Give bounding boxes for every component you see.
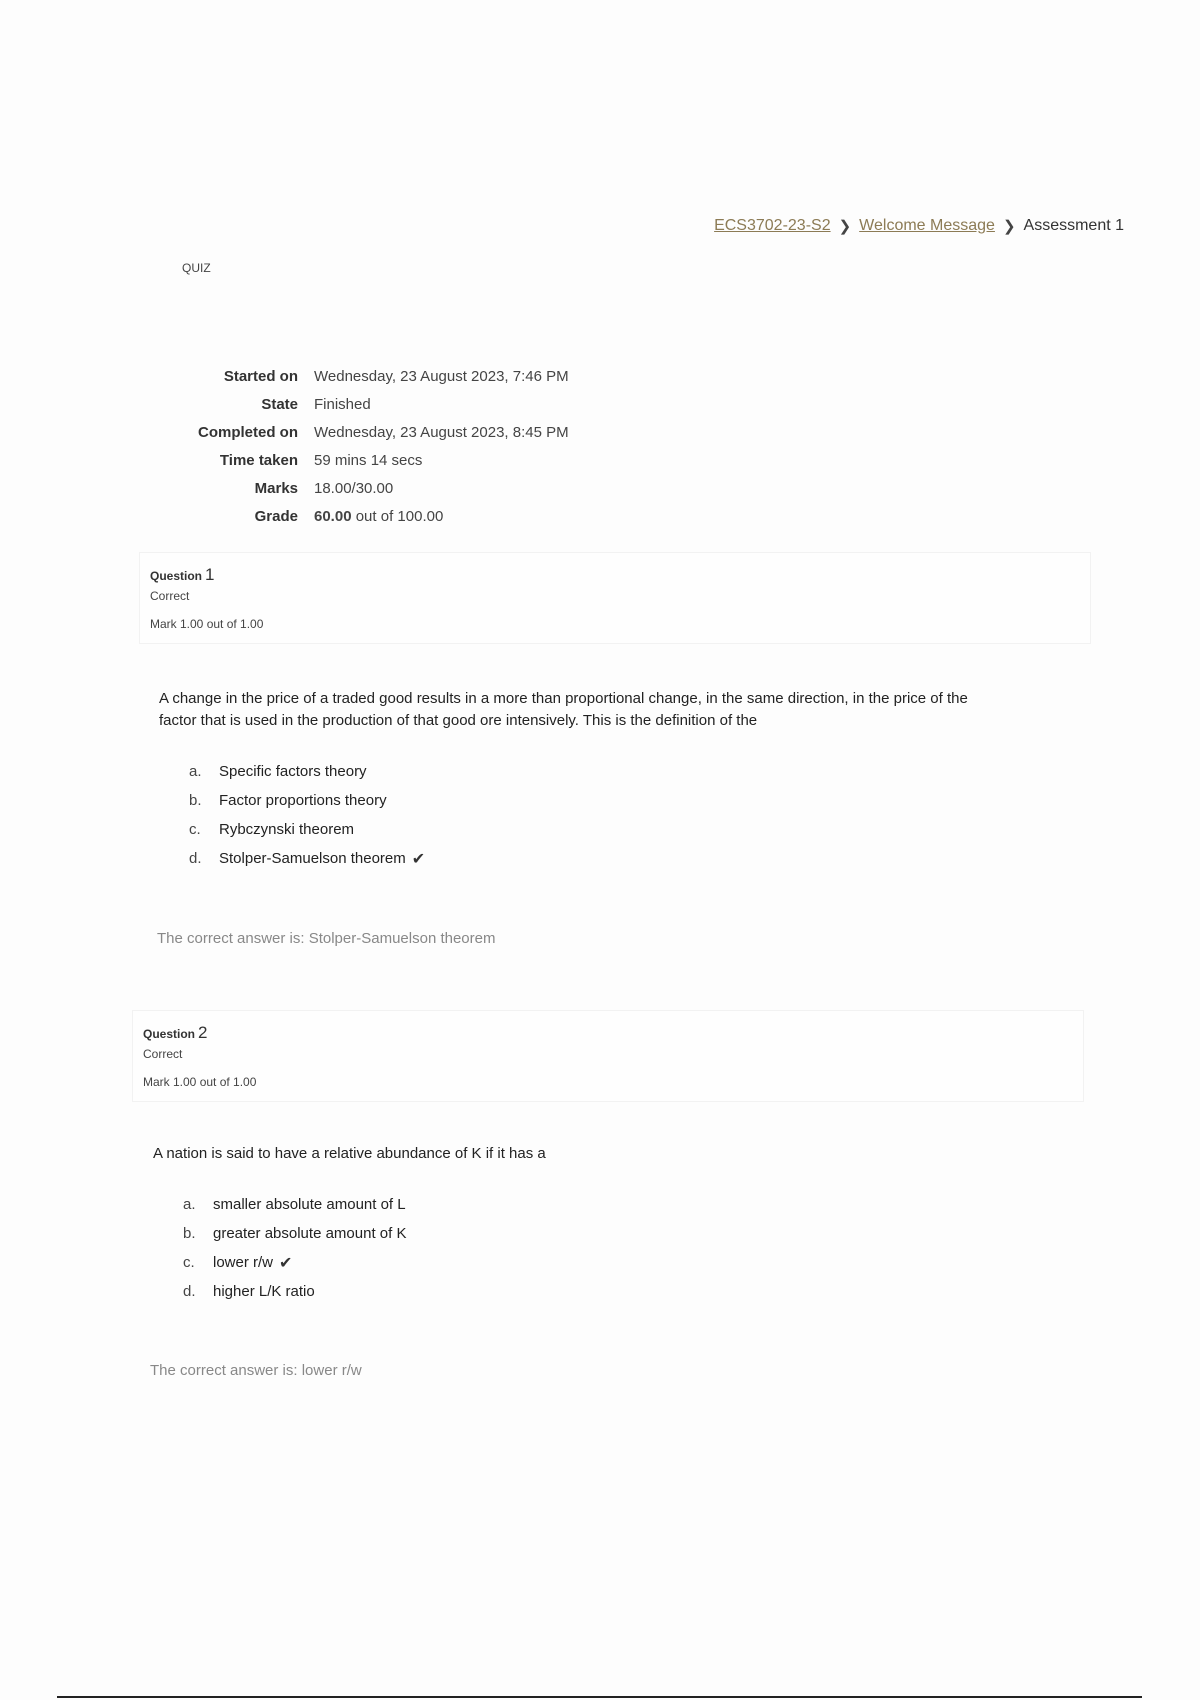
answer-option <box>183 1219 406 1248</box>
answer-option <box>189 844 425 873</box>
answer-option <box>183 1190 406 1219</box>
breadcrumb-current: Assessment 1 <box>1023 217 1124 234</box>
answer-letter: a. <box>183 1196 196 1213</box>
question-number-value: 2 <box>198 1023 208 1042</box>
chevron-right-icon: ❯ <box>838 218 852 235</box>
summary-value: Wednesday, 23 August 2023, 7:46 PM <box>314 367 569 385</box>
checkmark-icon: ✔ <box>279 1254 293 1272</box>
summary-label: State <box>261 395 298 413</box>
summary-value: 59 mins 14 secs <box>314 451 423 469</box>
answer-text: Factor proportions theory <box>219 792 387 809</box>
grade-suffix: out of 100.00 <box>355 507 444 525</box>
answer-list <box>183 1190 406 1306</box>
breadcrumb <box>714 217 1124 235</box>
breadcrumb-course-link[interactable]: ECS3702-23-S2 <box>714 217 831 234</box>
question-text <box>153 1143 546 1165</box>
summary-value: 18.00/30.00 <box>314 479 394 497</box>
answer-letter: a. <box>189 763 202 780</box>
question-label: Question <box>143 1027 196 1041</box>
answer-letter: b. <box>189 792 202 809</box>
answer-text: Rybczynski theorem <box>219 821 355 838</box>
answer-text: greater absolute amount of K <box>213 1225 407 1242</box>
question-number <box>150 565 214 585</box>
summary-row-time-taken <box>150 446 577 474</box>
answer-text: higher L/K ratio <box>213 1283 315 1300</box>
question-number-value: 1 <box>205 565 215 584</box>
answer-option <box>183 1248 406 1277</box>
question-text-line: A change in the price of a traded good results in a more than proportional change, in the same direction, in the price of the <box>159 690 968 707</box>
question-number <box>143 1023 207 1043</box>
summary-row-grade <box>150 502 577 530</box>
page-bottom-divider <box>57 1696 1142 1698</box>
summary-row-completed <box>150 418 577 446</box>
answer-option <box>189 815 425 844</box>
question-state: Correct <box>150 589 190 603</box>
question-mark: Mark 1.00 out of 1.00 <box>143 1075 257 1089</box>
summary-label: Started on <box>223 367 298 385</box>
answer-text: Stolper-Samuelson theorem <box>219 850 406 867</box>
summary-label: Time taken <box>219 451 298 469</box>
answer-letter: d. <box>183 1283 196 1300</box>
answer-letter: d. <box>189 850 202 867</box>
answer-letter: c. <box>183 1254 195 1271</box>
answer-list <box>189 757 425 873</box>
answer-text: lower r/w <box>213 1254 274 1271</box>
answer-option <box>183 1277 406 1306</box>
question-info-box <box>132 1010 1084 1102</box>
chevron-right-icon: ❯ <box>1002 218 1016 235</box>
answer-option <box>189 786 425 815</box>
question-mark: Mark 1.00 out of 1.00 <box>150 617 264 631</box>
question-state: Correct <box>143 1047 183 1061</box>
breadcrumb-section-link[interactable]: Welcome Message <box>859 217 995 234</box>
question-label: Question <box>150 569 203 583</box>
answer-letter: b. <box>183 1225 196 1242</box>
summary-value <box>306 502 577 530</box>
answer-text: smaller absolute amount of L <box>213 1196 406 1213</box>
correct-answer-feedback: The correct answer is: lower r/w <box>150 1362 362 1379</box>
question-text-line: factor that is used in the production of that good ore intensively. This is the definition of the <box>159 712 758 729</box>
summary-value: Wednesday, 23 August 2023, 8:45 PM <box>314 423 569 441</box>
answer-text: Specific factors theory <box>219 763 367 780</box>
question-info-box <box>139 552 1091 644</box>
attempt-summary-table <box>150 362 577 530</box>
summary-label: Marks <box>254 479 298 497</box>
grade-value: 60.00 <box>314 507 352 525</box>
question-text-line: A nation is said to have a relative abundance of K if it has a <box>153 1145 546 1162</box>
answer-letter: c. <box>189 821 201 838</box>
checkmark-icon: ✔ <box>411 850 426 868</box>
summary-row-started <box>150 362 577 390</box>
summary-row-marks <box>150 474 577 502</box>
summary-label: Completed on <box>198 423 298 441</box>
summary-value: Finished <box>314 395 371 413</box>
answer-option <box>189 757 425 786</box>
question-text <box>159 688 968 732</box>
correct-answer-feedback: The correct answer is: Stolper-Samuelson theorem <box>157 930 496 947</box>
quiz-label: QUIZ <box>182 261 211 275</box>
summary-label: Grade <box>254 507 298 525</box>
summary-row-state <box>150 390 577 418</box>
